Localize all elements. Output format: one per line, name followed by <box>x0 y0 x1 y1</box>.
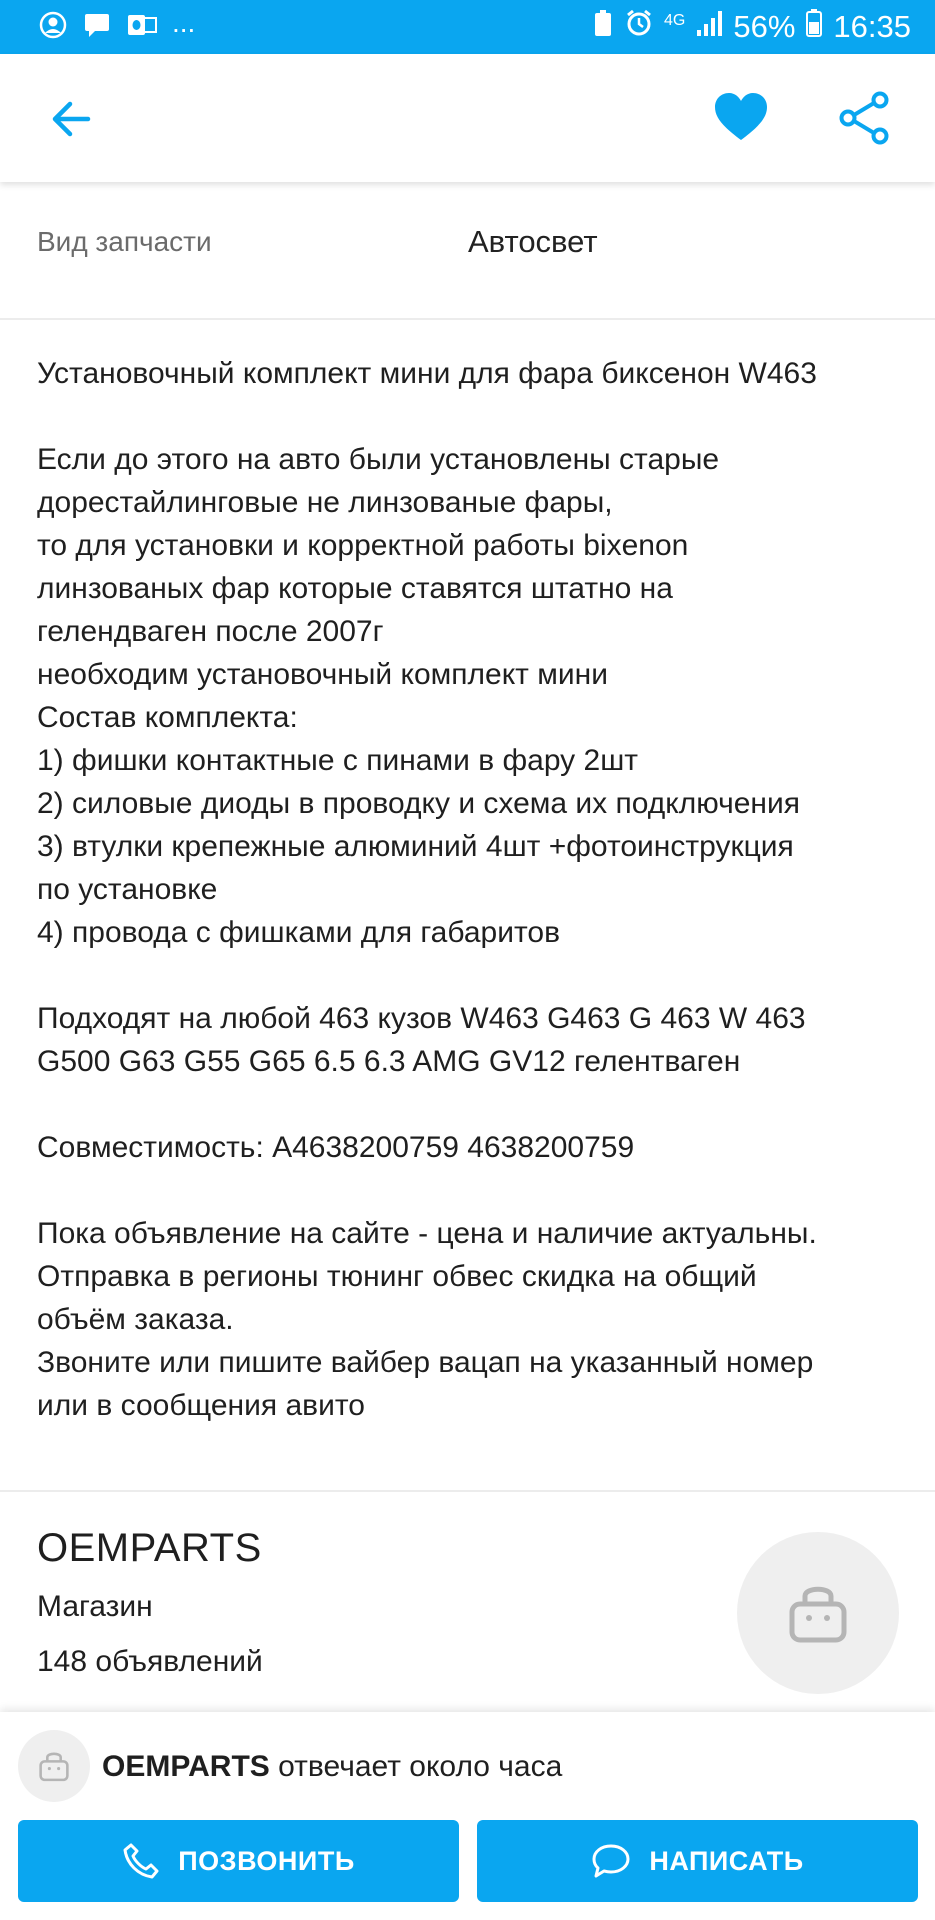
more-notifications: ... <box>172 7 196 38</box>
description-line: 4) провода с фишками для габаритов <box>37 916 561 949</box>
battery-icon <box>805 8 823 46</box>
param-row-part-type <box>0 220 935 270</box>
description-line: 2) силовые диоды в проводку и схема их подключения <box>37 787 800 820</box>
signal-icon <box>695 8 723 46</box>
arrow-left-icon[interactable] <box>44 92 98 146</box>
battery-percent: 56% <box>733 9 796 44</box>
seller-avatar[interactable] <box>18 1730 90 1802</box>
description-fits: G500 G63 G55 G65 6.5 6.3 AMG GV12 гелентваген <box>37 1045 741 1078</box>
param-value: Автосвет <box>468 224 598 259</box>
shop-avatar[interactable] <box>737 1532 899 1694</box>
description-line: необходим установочный комплект мини <box>37 658 608 691</box>
description-info: Отправка в регионы тюнинг обвес скидка на общий <box>37 1260 757 1293</box>
description-line: Если до этого на авто были установлены старые <box>37 443 720 476</box>
description-line: дорестайлинговые не линзованые фары, <box>37 486 613 519</box>
heart-icon[interactable] <box>712 90 770 146</box>
divider <box>0 318 935 320</box>
description-line: по установке <box>37 873 218 906</box>
share-icon[interactable] <box>838 90 890 146</box>
write-button[interactable] <box>477 1820 918 1902</box>
chat-bubble-icon <box>591 1843 631 1879</box>
call-button[interactable] <box>18 1820 459 1902</box>
description-line: линзованых фар которые ставятся штатно на <box>37 572 673 605</box>
description-line: то для установки и корректной работы bixenon <box>37 529 689 562</box>
shopping-bag-icon <box>783 1578 853 1648</box>
description-info: или в сообщения авито <box>37 1389 365 1422</box>
battery-saver-icon <box>592 8 614 46</box>
message-icon <box>82 10 112 45</box>
shopping-bag-icon <box>36 1748 72 1784</box>
status-bar <box>0 0 935 54</box>
response-time <box>102 1750 562 1784</box>
description-info: Пока объявление на сайте - цена и наличие актуальны. <box>37 1217 817 1250</box>
response-seller-name: OEMPARTS <box>102 1750 270 1783</box>
description-line: 1) фишки контактные с пинами в фару 2шт <box>37 744 639 777</box>
app-bar <box>0 54 935 182</box>
system-indicators <box>592 8 911 46</box>
clock: 16:35 <box>833 9 911 44</box>
seller-ads-count[interactable]: 148 объявлений <box>37 1645 263 1678</box>
outlook-icon <box>126 10 158 45</box>
description-compat: Совместимость: A4638200759 4638200759 <box>37 1131 635 1164</box>
account-icon <box>38 10 68 45</box>
seller-type: Магазин <box>37 1590 153 1623</box>
notification-icons <box>38 7 196 44</box>
phone-icon <box>122 1842 160 1880</box>
param-label: Вид запчасти <box>37 226 212 257</box>
description-line: Состав комплекта: <box>37 701 298 734</box>
description-line: 3) втулки крепежные алюминий 4шт +фотоинструкция <box>37 830 794 863</box>
call-button-label: ПОЗВОНИТЬ <box>178 1845 355 1876</box>
contact-panel <box>0 1712 935 1920</box>
description-info: Звоните или пишите вайбер вацап на указанный номер <box>37 1346 814 1379</box>
description-fits: Подходят на любой 463 кузов W463 G463 G 463 W 463 <box>37 1002 806 1035</box>
write-button-label: НАПИСАТЬ <box>649 1845 804 1876</box>
seller-name[interactable]: OEMPARTS <box>37 1526 262 1570</box>
description-info: объём заказа. <box>37 1303 234 1336</box>
description-title: Установочный комплект мини для фара биксенон W463 <box>37 357 817 390</box>
response-time-text: отвечает около часа <box>278 1750 563 1783</box>
ad-description <box>37 352 907 1427</box>
alarm-icon <box>624 8 654 46</box>
network-type: 4G <box>664 12 686 29</box>
description-line: гелендваген после 2007г <box>37 615 384 648</box>
divider <box>0 1490 935 1492</box>
